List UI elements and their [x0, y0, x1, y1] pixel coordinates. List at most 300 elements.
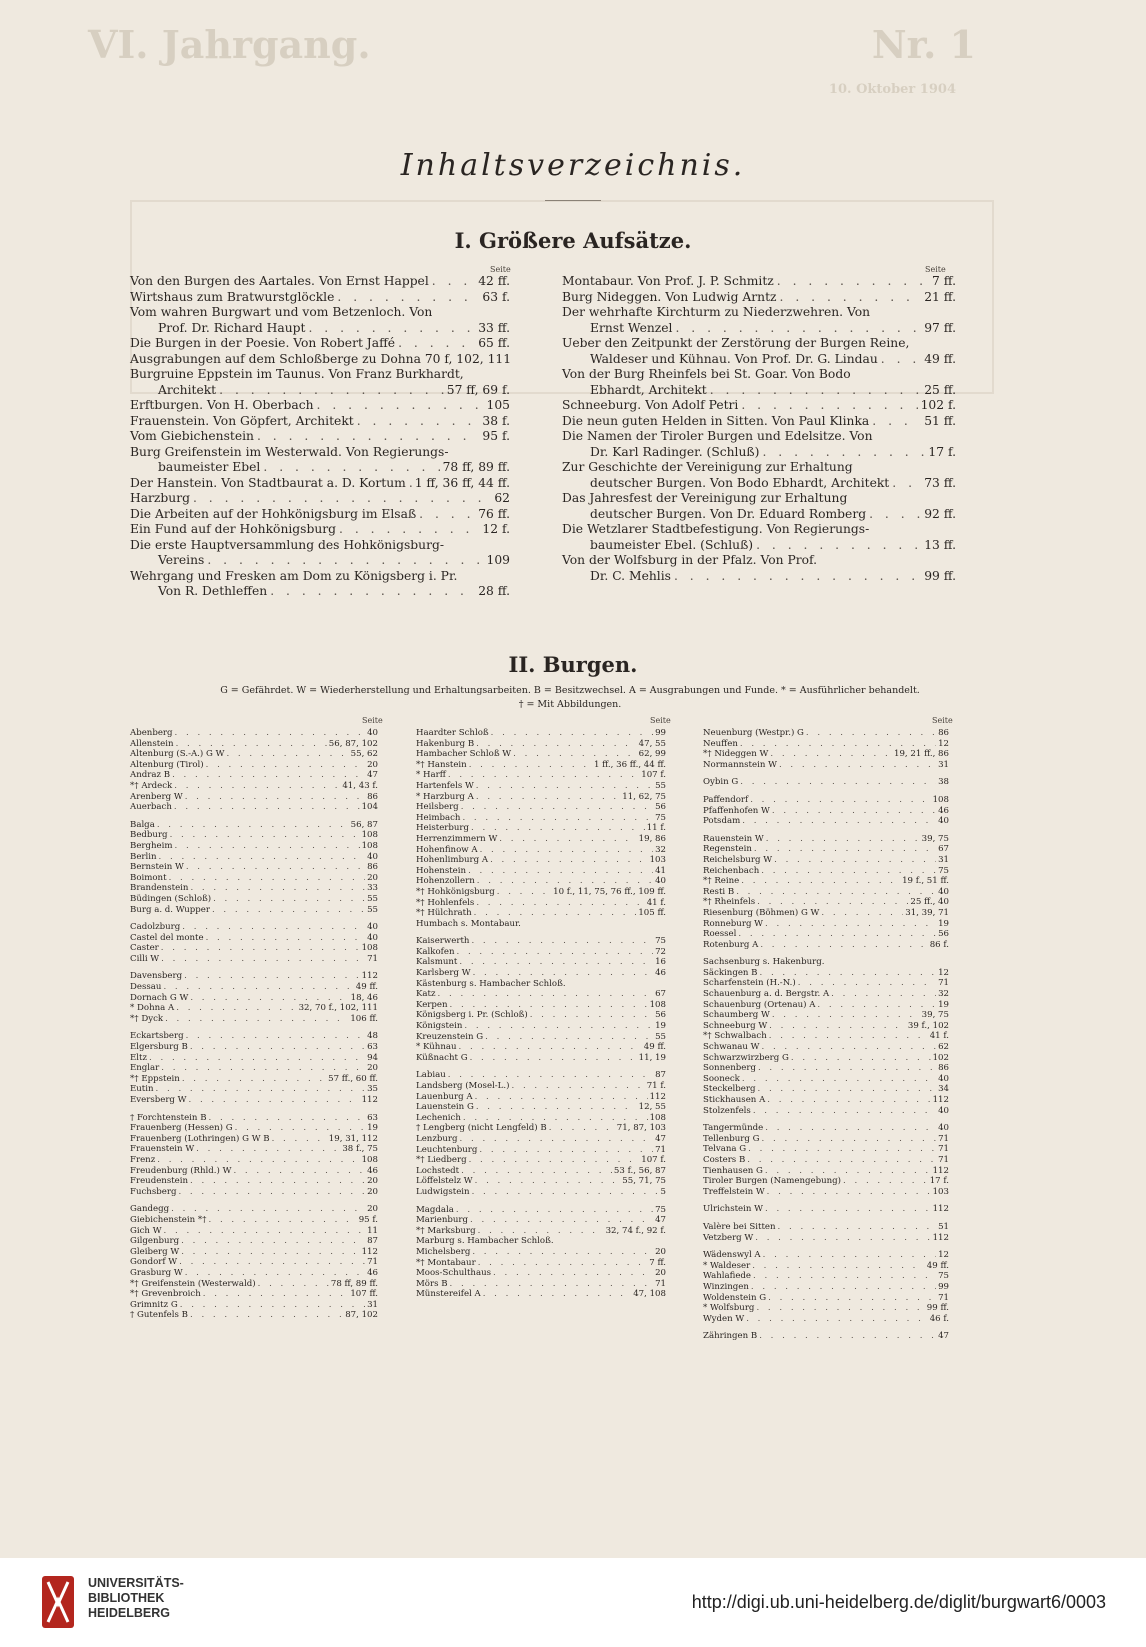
castle-name: Bergheim — [130, 840, 173, 851]
castle-name: Scharfenstein (H.-N.) — [703, 978, 796, 989]
castle-name: *† Hohlenfels — [416, 897, 475, 908]
castle-entry — [130, 739, 378, 750]
leader-dots — [159, 852, 366, 863]
castle-page-ref: 10 f., 11, 75, 76 ff., 109 ff. — [553, 886, 666, 897]
page-title: Inhaltsverzeichnis. — [400, 148, 746, 183]
essay-entry — [130, 352, 510, 368]
castle-entry — [703, 1134, 949, 1145]
castle-entry — [416, 919, 666, 930]
castle-page-ref: 103 — [932, 1186, 949, 1197]
castle-page-ref: 31 — [938, 854, 949, 865]
leader-dots — [432, 274, 475, 290]
castle-page-ref: 20 — [367, 872, 378, 883]
castle-page-ref: 39, 75 — [921, 1010, 949, 1021]
leader-dots — [339, 522, 479, 538]
castle-name: Lochstedt — [416, 1165, 460, 1176]
castle-name: Sonnenberg — [703, 1063, 756, 1074]
essay-page-ref: 63 f. — [482, 289, 510, 304]
castle-name: Löffelstelz W — [416, 1176, 473, 1187]
footer-bar — [0, 1558, 1146, 1647]
castle-name: *† Dyck — [130, 1013, 164, 1024]
castle-entry — [416, 845, 666, 856]
castle-page-ref: 112 — [649, 1091, 666, 1102]
castle-name: Tangermünde — [703, 1123, 764, 1134]
castle-entry — [130, 1042, 378, 1053]
essay-entry — [130, 491, 510, 507]
castle-page-ref: 112 — [932, 1232, 949, 1243]
leader-dots — [161, 954, 365, 965]
leader-dots — [759, 1331, 936, 1342]
leader-dots — [174, 781, 340, 792]
castle-page-ref: 99 — [938, 1281, 949, 1292]
castle-page-ref: 19 — [655, 1021, 666, 1032]
castle-entry — [130, 1003, 378, 1014]
castle-page-ref: 112 — [932, 1165, 949, 1176]
castle-page-ref: 71 — [367, 953, 378, 964]
castle-name: Gondorf W — [130, 1257, 178, 1268]
leader-dots — [473, 968, 653, 979]
castle-page-ref: 87 — [655, 1070, 666, 1081]
castle-name: Altenburg (Tirol) — [130, 759, 204, 770]
castle-entry — [416, 936, 666, 947]
essay-entry — [130, 414, 510, 430]
castle-name: Hohenlimburg A — [416, 855, 489, 866]
castle-entry — [703, 760, 949, 771]
castle-page-ref: 49 ff. — [355, 982, 378, 993]
castle-entry — [703, 1074, 949, 1085]
castle-name: Rotenburg A — [703, 939, 759, 950]
castle-name: Hohenstein — [416, 865, 467, 876]
castle-page-ref: 49 ff. — [926, 1260, 949, 1271]
leader-dots — [178, 1187, 365, 1198]
essay-title-line: Ein Fund auf der Hohkönigsburg — [130, 522, 337, 536]
leader-dots — [754, 844, 936, 855]
leader-dots — [161, 1063, 365, 1074]
castle-name: *† Ardeck — [130, 780, 173, 791]
castle-entry — [130, 1300, 378, 1311]
castle-name: Englar — [130, 1063, 160, 1074]
castle-entry — [416, 739, 666, 750]
leader-dots — [472, 1247, 653, 1258]
castle-page-ref: 71 — [655, 1278, 666, 1289]
castle-page-ref: 12 — [938, 1250, 949, 1261]
essay-entry — [562, 553, 956, 584]
castle-page-ref: 38 f., 75 — [342, 1144, 378, 1155]
castle-page-ref: 63 — [367, 1112, 378, 1123]
essay-entry — [562, 367, 956, 398]
castle-page-ref: 41 — [655, 865, 666, 876]
castle-page-ref: 32, 70 f., 102, 111 — [298, 1003, 378, 1014]
essay-title-line: Erftburgen. Von H. Oberbach — [130, 398, 314, 412]
leader-dots — [419, 507, 475, 523]
castle-entry — [130, 1113, 378, 1124]
castle-entry — [703, 1123, 949, 1134]
castle-page-ref: 107 f. — [641, 1155, 666, 1166]
legend-line-illustrations: † = Mit Abbildungen. — [518, 699, 622, 710]
castle-page-ref: 20 — [367, 759, 378, 770]
castle-name: Labiau — [416, 1070, 446, 1081]
castle-page-ref: 19 f., 51 ff. — [902, 876, 949, 887]
leader-dots — [765, 919, 936, 930]
leader-dots — [752, 1261, 925, 1272]
castle-name: Elgersburg B — [130, 1042, 188, 1053]
leader-dots — [674, 569, 921, 585]
castle-entry — [703, 1166, 949, 1177]
castle-page-label-2: Seite — [650, 716, 671, 725]
castle-page-ref: 41, 43 f. — [342, 780, 378, 791]
castle-page-ref: 11 — [367, 1225, 378, 1236]
castle-entry — [416, 1205, 666, 1216]
castle-name: *† Hohkönigsburg — [416, 886, 495, 897]
leader-dots — [738, 929, 936, 940]
castle-page-ref: 78 ff, 89 ff. — [330, 1278, 378, 1289]
castle-name: Münstereifel A — [416, 1289, 481, 1300]
essay-page-ref: 42 ff. — [478, 274, 510, 288]
castle-page-ref: 7 ff. — [649, 1257, 666, 1268]
castle-name: Potsdam — [703, 816, 741, 827]
castle-page-ref: 19, 86 — [638, 833, 666, 844]
castle-page-ref: 53 f., 56, 87 — [613, 1165, 666, 1176]
leader-dots — [491, 728, 653, 739]
castle-entry — [130, 1204, 378, 1215]
leader-dots — [169, 873, 366, 884]
leader-dots — [758, 1063, 936, 1074]
castle-name: Freudenstein — [130, 1176, 189, 1187]
leader-dots — [761, 1042, 936, 1053]
leader-dots — [817, 1000, 936, 1011]
castle-entry — [703, 777, 949, 788]
leader-dots — [456, 1205, 653, 1216]
castle-name: Lechenich — [416, 1112, 461, 1123]
leader-dots — [157, 1155, 359, 1166]
castle-name: Schwarzwirzberg G — [703, 1052, 789, 1063]
castle-entry — [416, 770, 666, 781]
castle-page-ref: 31 — [938, 759, 949, 770]
castle-entry — [130, 971, 378, 982]
castle-name: Schwanau W — [703, 1042, 760, 1053]
leader-dots — [770, 749, 892, 760]
castle-name: Treffelstein W — [703, 1186, 765, 1197]
castle-entry — [703, 1021, 949, 1032]
leader-dots — [212, 905, 365, 916]
castle-name: Wahlafiede — [703, 1271, 752, 1282]
leader-dots — [235, 1123, 365, 1134]
leader-dots — [462, 813, 653, 824]
leader-dots — [471, 936, 653, 947]
castle-page-ref: 71 — [938, 1144, 949, 1155]
leader-dots — [172, 770, 365, 781]
castle-entry — [130, 1144, 378, 1155]
castle-name: Hohenfinow A — [416, 844, 478, 855]
castle-name: Lauenstein G — [416, 1102, 474, 1113]
castle-name: Gandegg — [130, 1204, 170, 1215]
castle-entry — [416, 1092, 666, 1103]
essay-title-line: baumeister Ebel — [158, 460, 261, 474]
castle-entry — [130, 1236, 378, 1247]
castle-entry — [130, 1247, 378, 1258]
castle-page-ref: 11, 19 — [638, 1052, 666, 1063]
title-divider — [545, 200, 601, 201]
castle-page-ref: 55, 71, 75 — [622, 1176, 666, 1187]
essay-page-ref: 38 f. — [482, 413, 510, 428]
leader-dots — [181, 1236, 365, 1247]
castle-entry — [703, 834, 949, 845]
leader-dots — [777, 274, 929, 290]
castle-name: Kerpen — [416, 999, 448, 1010]
essay-page-ref: 1 ff, 36 ff, 44 ff. — [414, 475, 510, 490]
castle-entry — [130, 1095, 378, 1106]
castle-page-ref: 95 f. — [358, 1214, 378, 1225]
page-column-label-left: Seite — [490, 265, 511, 274]
castle-name: Dornach G W — [130, 992, 189, 1003]
leader-dots — [469, 760, 592, 771]
castle-entry — [130, 1289, 378, 1300]
castle-entry — [703, 1176, 949, 1187]
castle-page-ref: 108 — [932, 794, 949, 805]
castle-page-ref: 112 — [932, 1095, 949, 1105]
castle-name: Abenberg — [130, 728, 173, 738]
castle-name: Schaumberg W — [703, 1010, 770, 1021]
castle-entry — [703, 1144, 949, 1155]
leader-dots — [438, 989, 654, 1000]
leader-dots — [471, 823, 645, 834]
essay-page-ref: 57 ff, 69 f. — [446, 382, 510, 397]
castle-page-ref: 16 — [655, 957, 666, 968]
essays-list-left — [130, 274, 510, 600]
castle-name: Allenstein — [130, 738, 174, 749]
castle-name: Andraz B — [130, 770, 171, 781]
leader-dots — [186, 1031, 365, 1042]
leader-dots — [213, 894, 365, 905]
castle-entry — [703, 1010, 949, 1021]
essay-entry — [562, 414, 956, 430]
castle-page-ref: 31 — [367, 1299, 378, 1310]
leader-dots — [530, 1010, 653, 1021]
castle-page-ref: 40 — [938, 1123, 949, 1134]
leader-dots — [780, 290, 922, 306]
leader-dots — [149, 1053, 365, 1064]
castle-entry — [416, 1226, 666, 1237]
essay-title-line: Vom Giebichenstein — [130, 429, 254, 443]
castle-name: Heimbach — [416, 812, 461, 823]
castle-page-ref: 71 — [938, 1154, 949, 1165]
essay-page-ref: 12 f. — [482, 522, 510, 536]
castle-entry — [703, 1261, 949, 1272]
leader-dots — [157, 820, 349, 831]
castle-page-ref: 40 — [938, 886, 949, 897]
castle-page-ref: 20 — [367, 1186, 378, 1197]
castle-page-ref: 71 — [938, 1133, 949, 1144]
castle-page-ref: 5 — [660, 1186, 666, 1197]
leader-dots — [476, 792, 620, 803]
castle-entry — [703, 908, 949, 919]
leader-dots — [765, 1204, 931, 1215]
essay-title-line: Die Arbeiten auf der Hohkönigsburg im Elsaß — [130, 506, 417, 521]
castle-page-ref: 112 — [361, 1246, 378, 1257]
essay-title-line: deutscher Burgen. Von Dr. Eduard Romberg — [590, 506, 867, 521]
leader-dots — [176, 739, 327, 750]
essay-title-line: Burgruine Eppstein im Taunus. Von Franz Burkhardt, — [130, 367, 464, 381]
castle-page-ref: 19 — [367, 1123, 378, 1134]
castle-name: Rauenstein W — [703, 833, 764, 844]
essay-page-ref: 51 ff. — [924, 413, 956, 428]
castle-entry — [416, 1176, 666, 1187]
castle-name: Vetzberg W — [703, 1232, 754, 1243]
castle-name: Lenzburg — [416, 1133, 458, 1144]
bleed-through-header-left: VI. Jahrgang. — [88, 22, 371, 67]
leader-dots — [398, 336, 475, 352]
castle-entry — [416, 898, 666, 909]
leader-dots — [461, 802, 653, 813]
castle-name: *† Rheinfels — [703, 897, 756, 908]
essay-title-line: Ebhardt, Architekt — [590, 382, 707, 397]
leader-dots — [193, 491, 491, 507]
castle-entry — [130, 802, 378, 813]
leader-dots — [767, 1095, 930, 1106]
leader-dots — [171, 1204, 365, 1215]
leader-dots — [469, 1155, 640, 1166]
castle-entry — [416, 1187, 666, 1198]
leader-dots — [206, 933, 365, 944]
essay-title-line: Vereins — [158, 553, 205, 567]
castle-name: Paffendorf — [703, 794, 749, 805]
essay-title-line: Der Hanstein. Von Stadtbaurat a. D. Kortum — [130, 475, 406, 490]
castle-name: Eltz — [130, 1052, 148, 1063]
castle-name: † Lengberg (nicht Lengfeld) B — [416, 1123, 547, 1134]
essay-entry — [562, 522, 956, 553]
castle-entry — [416, 1102, 666, 1113]
castle-name: Stolzenfels — [703, 1105, 751, 1116]
castle-entry — [130, 894, 378, 905]
section-heading-castles: II. Burgen. — [508, 652, 638, 677]
essays-list-right — [562, 274, 956, 584]
castle-entry — [130, 1031, 378, 1042]
leader-dots — [741, 876, 900, 887]
castle-entry — [703, 978, 949, 989]
castle-name: Winzingen — [703, 1281, 749, 1292]
leader-dots — [756, 1303, 924, 1314]
castle-name: Säckingen B — [703, 967, 758, 978]
castle-name: Woldenstein G — [703, 1292, 767, 1303]
section-heading-essays: I. Größere Aufsätze. — [454, 228, 692, 253]
castle-entry — [703, 1250, 949, 1261]
leader-dots — [753, 1106, 936, 1117]
castle-entry — [130, 1014, 378, 1025]
leader-dots — [511, 1081, 644, 1092]
essay-entry — [562, 336, 956, 367]
castle-page-ref: 94 — [367, 1052, 378, 1063]
castle-entry — [416, 813, 666, 824]
essay-title-line: Von der Burg Rheinfels bei St. Goar. Von Bodo — [562, 367, 851, 381]
leader-dots — [831, 989, 936, 1000]
essay-entry — [562, 290, 956, 306]
leader-dots — [499, 834, 636, 845]
leader-dots — [479, 1145, 653, 1156]
castle-entry — [130, 792, 378, 803]
castle-name: Ronneburg W — [703, 918, 764, 929]
essay-page-ref: 102 f. — [920, 398, 956, 412]
castle-page-ref: 108 — [649, 1112, 666, 1123]
castle-name: Büdingen (Schloß) — [130, 893, 212, 904]
essay-entry — [130, 538, 510, 569]
leader-dots — [185, 1268, 365, 1279]
castle-entry — [416, 1279, 666, 1290]
essay-title-line: Dr. Karl Radinger. (Schluß) — [590, 444, 760, 459]
essay-entry — [562, 305, 956, 336]
leader-dots — [748, 1144, 936, 1155]
castle-name: Valère bei Sitten — [703, 1221, 776, 1232]
castle-name: *† Schwalbach — [703, 1031, 767, 1042]
leader-dots — [475, 1176, 621, 1187]
castle-page-ref: 107 ff. — [350, 1289, 378, 1300]
castle-entry — [703, 866, 949, 877]
castle-entry — [703, 1282, 949, 1293]
library-name: UNIVERSITÄTS- BIBLIOTHEK HEIDELBERG — [88, 1576, 184, 1620]
bleed-through-date: 10. Oktober 1904 — [828, 82, 956, 97]
leader-dots — [409, 476, 412, 492]
castle-entry — [703, 728, 949, 739]
castle-entry — [130, 781, 378, 792]
leader-dots — [476, 739, 637, 750]
leader-dots — [881, 352, 921, 368]
castle-name: Kästenburg s. Hambacher Schloß. — [416, 978, 566, 989]
castle-name: * Harff — [416, 770, 446, 781]
leader-dots — [207, 553, 483, 569]
essay-entry — [562, 460, 956, 491]
castle-name: Kalsmunt — [416, 957, 458, 968]
castle-name: Giebichenstein *† — [130, 1214, 207, 1225]
leader-dots — [490, 855, 648, 866]
leader-dots — [182, 922, 365, 933]
castle-name: Auerbach — [130, 802, 172, 813]
castle-page-ref: 31, 39, 71 — [905, 907, 949, 918]
essay-title-line: baumeister Ebel. (Schluß) — [590, 537, 754, 552]
castle-entry — [130, 841, 378, 852]
leader-dots — [468, 866, 653, 877]
university-seal-icon — [38, 1574, 78, 1630]
castle-name: * Harzburg A — [416, 791, 474, 802]
source-url-link[interactable]: http://digi.ub.uni-heidelberg.de/diglit/burgwart6/0003 — [691, 1592, 1106, 1612]
castle-name: * Waldeser — [703, 1260, 751, 1271]
castle-entry — [416, 1021, 666, 1032]
leader-dots — [164, 1226, 366, 1237]
essay-title-line: Prof. Dr. Richard Haupt — [158, 320, 306, 335]
castle-entry — [703, 929, 949, 940]
castle-page-ref: 105 ff. — [638, 908, 666, 919]
castle-entry — [130, 1074, 378, 1085]
castle-page-ref: 40 — [367, 932, 378, 943]
leader-dots — [206, 760, 365, 771]
leader-dots — [156, 1084, 366, 1095]
leader-dots — [757, 897, 908, 908]
castle-name: Haardter Schloß — [416, 728, 489, 738]
leader-dots — [761, 866, 936, 877]
leader-dots — [459, 1042, 642, 1053]
essay-title-line: Frauenstein. Von Göpfert, Architekt — [130, 413, 354, 428]
leader-dots — [765, 1123, 936, 1134]
castle-name: Hambacher Schloß W — [416, 749, 512, 760]
castle-page-ref: 112 — [361, 1095, 378, 1105]
castle-page-ref: 103 — [649, 855, 666, 866]
castle-entry — [703, 957, 949, 968]
castle-entry — [416, 1145, 666, 1156]
castle-entry — [416, 1247, 666, 1258]
castle-name: Normannstein W — [703, 759, 777, 770]
castle-page-ref: 99 — [655, 728, 666, 738]
leader-dots — [747, 1155, 936, 1166]
castle-entry — [703, 844, 949, 855]
castle-name: Moos-Schulthaus — [416, 1268, 492, 1279]
